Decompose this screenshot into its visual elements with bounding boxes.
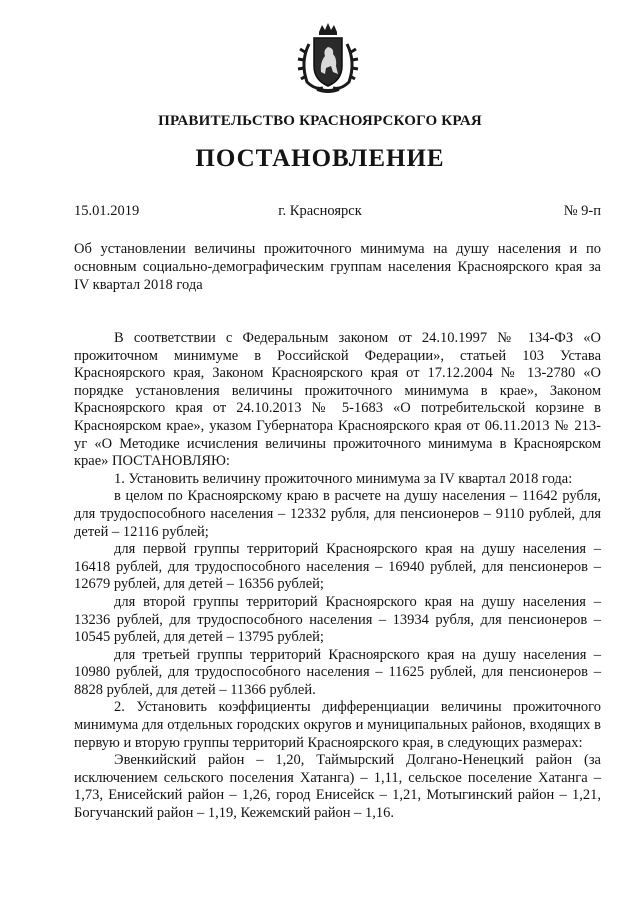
document-number: № 9-п: [563, 203, 601, 219]
clause-1-group-1: для первой группы территорий Красноярского края на душу населения – 16418 рублей, для трудоспособного населения – 16940 рублей, для пенсионеров – 12679 рублей, для детей – 16356 рублей;: [74, 541, 601, 593]
document-body: [74, 330, 601, 823]
issuing-authority: ПРАВИТЕЛЬСТВО КРАСНОЯРСКОГО КРАЯ: [158, 113, 482, 129]
document-type: ПОСТАНОВЛЕНИЕ: [195, 145, 445, 172]
clause-2: 2. Установить коэффициенты дифференциации величины прожиточного минимума для отдельных городских округов и муниципальных районов, входящих в первую и вторую группы территорий Красноярского края, в следующих размерах:: [74, 699, 601, 751]
document-date: 15.01.2019: [74, 203, 140, 219]
document-city: г. Красноярск: [278, 203, 362, 219]
clause-1: 1. Установить величину прожиточного минимума за IV квартал 2018 года:: [114, 470, 573, 487]
coat-of-arms-icon: [295, 22, 361, 94]
clause-2-coefficients: Эвенкийский район – 1,20, Таймырский Долгано-Ненецкий район (за исключением сельского поселения Хатанга) – 1,11, сельское поселение Хатанга – 1,73, Енисейский район – 1,26, город Енисейск – 1,21, Мотыгинский район – 1,21, Богучанский район – 1,19, Кежемский район – 1,16.: [74, 752, 601, 822]
preamble-paragraph: В соответствии с Федеральным законом от 24.10.1997 № 134-ФЗ «О прожиточном минимуме в Российской Федерации», статьей 103 Устава Красноярского края, Законом Красноярского края от 17.12.2004 № 13-2780 «О порядке установления величины прожиточного минимума в крае», Законом Красноярского края от 24.10.2013 № 5-1683 «О потребительской корзине в Красноярском крае», указом Губернатора Красноярского края от 06.11.2013 № 213-уг «О Методике исчисления величины прожиточного минимума в Красноярском крае» ПОСТАНОВЛЯЮ:: [74, 330, 601, 470]
document-subject: Об установлении величины прожиточного минимума на душу населения и по основным социально-демографическим группам населения Красноярского края за IV квартал 2018 года: [74, 241, 601, 293]
clause-1-group-3: для третьей группы территорий Красноярского края на душу населения – 10980 рублей, для трудоспособного населения – 11625 рублей, для пенсионеров – 8828 рублей, для детей – 11366 рублей.: [74, 646, 601, 698]
clause-1-region-total: в целом по Красноярскому краю в расчете на душу населения – 11642 рубля, для трудоспособного населения – 12332 рубля, для пенсионеров – 9110 рублей, для детей – 12116 рублей;: [74, 488, 601, 540]
clause-1-group-2: для второй группы территорий Красноярского края на душу населения – 13236 рублей, для трудоспособного населения – 13934 рубля, для пенсионеров – 10545 рублей, для детей – 13795 рублей;: [74, 593, 601, 646]
